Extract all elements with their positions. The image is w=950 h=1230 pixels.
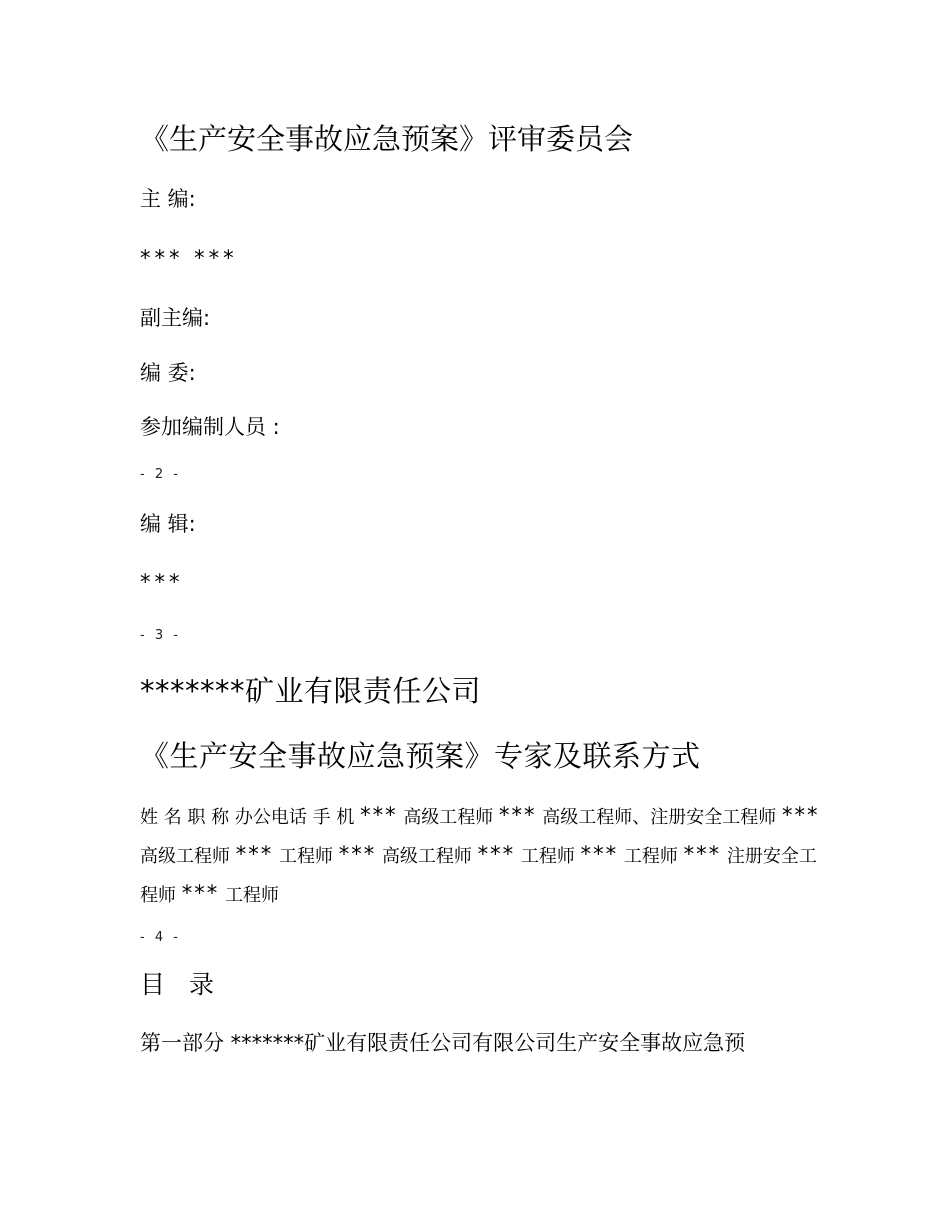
expert-role: 高级工程师 (403, 807, 494, 828)
expert-role: 工程师 (278, 846, 333, 867)
expert-name: *** (338, 842, 377, 866)
expert-role: 高级工程师 (381, 846, 472, 867)
chief-editor-names: *** *** (140, 246, 238, 270)
expert-role: 高级工程师、注册安全工程师 (542, 807, 777, 828)
expert-role: 注册安全工程师 (140, 846, 817, 906)
editing-label: 编 辑: (140, 512, 196, 536)
expert-role: 工程师 (224, 885, 279, 906)
expert-name: *** (360, 803, 398, 827)
expert-name: *** (782, 803, 820, 827)
experts-title: 《生产安全事故应急预案》专家及联系方式 (140, 739, 701, 773)
page-number: - 4 - (140, 930, 181, 945)
expert-name: *** (477, 842, 516, 866)
expert-role: 高级工程师 (140, 846, 230, 867)
editorial-board-label: 编 委: (140, 361, 196, 385)
toc-title: 目 录 (140, 970, 222, 999)
editing-names: *** (140, 570, 184, 594)
expert-name: *** (580, 842, 619, 866)
toc-item: 第一部分 *******矿业有限责任公司有限公司生产安全事故应急预 (140, 1031, 746, 1055)
committee-title: 《生产安全事故应急预案》评审委员会 (140, 122, 634, 156)
company-name: *******矿业有限责任公司 (140, 674, 482, 708)
contributors-label: 参加编制人员 : (140, 415, 280, 439)
expert-name: *** (499, 803, 537, 827)
experts-list (140, 797, 830, 914)
expert-role: 工程师 (520, 846, 575, 867)
page-number: - 3 - (140, 628, 181, 643)
chief-editor-label: 主 编: (140, 187, 196, 211)
expert-name: *** (235, 842, 274, 866)
expert-name: *** (683, 842, 722, 866)
expert-role: 工程师 (623, 846, 678, 867)
deputy-editor-label: 副主编: (140, 306, 211, 330)
experts-header: 姓 名 职 称 办公电话 手 机 (140, 807, 355, 828)
expert-name: *** (181, 881, 220, 905)
page-number: - 2 - (140, 467, 181, 482)
